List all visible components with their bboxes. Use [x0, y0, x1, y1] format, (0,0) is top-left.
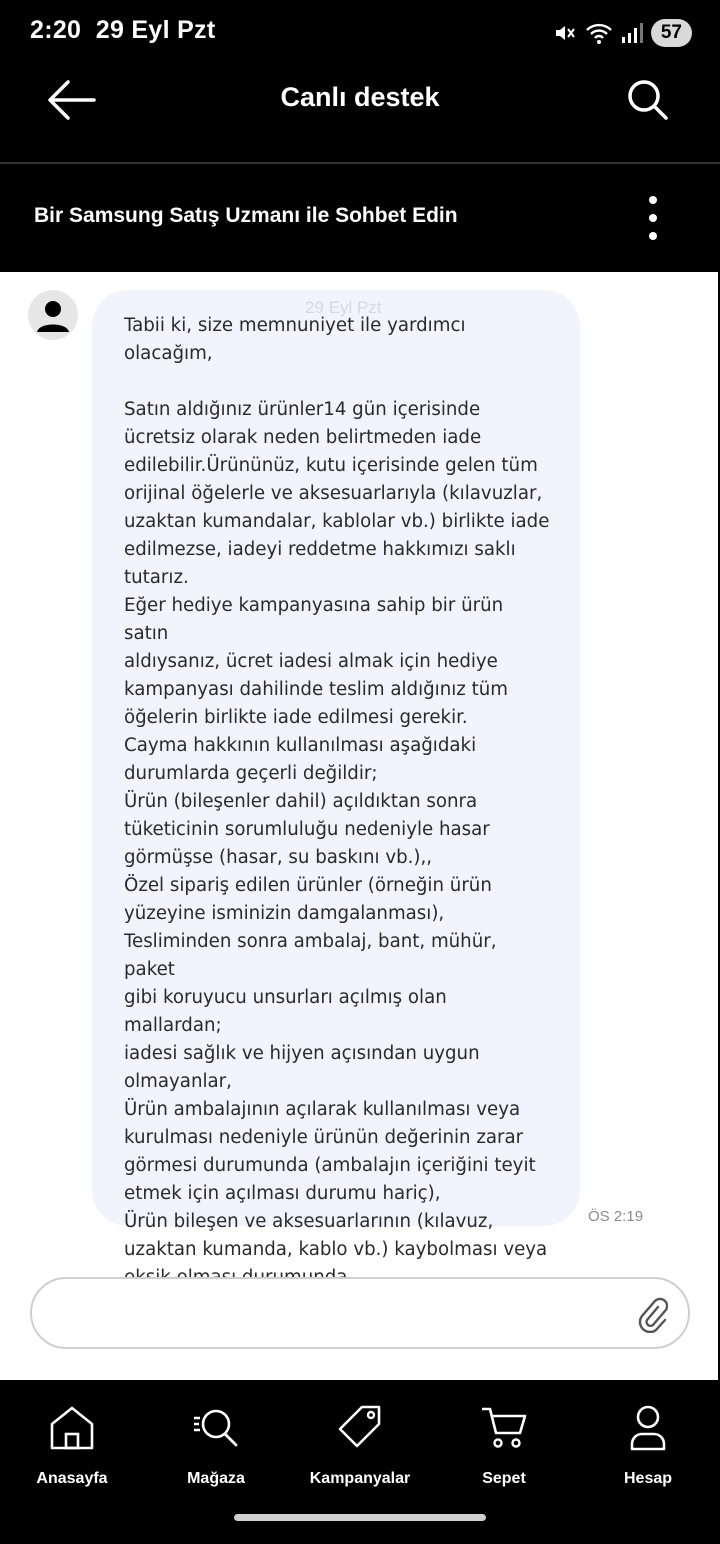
nav-label: Sepet: [482, 1470, 526, 1487]
home-indicator[interactable]: [234, 1514, 486, 1521]
mute-icon: [553, 21, 577, 45]
nav-label: Anasayfa: [36, 1470, 108, 1487]
status-bar: [0, 0, 720, 50]
cart-icon: [480, 1404, 528, 1452]
search-icon: [626, 78, 670, 122]
bottom-nav: [0, 1386, 720, 1544]
attach-button[interactable]: [636, 1297, 668, 1333]
search-button[interactable]: [626, 78, 670, 122]
account-icon: [624, 1404, 672, 1452]
message-text: Tabii ki, size memnuniyet ile yardımcı olacağım, Satın aldığınız ürünler14 gün içerisinde ücretsiz olarak neden belirtmeden iade edilebilir.Ürününüz, kutu içerisinde gelen tüm orijinal öğelerle ve aksesuarlarıyla (kılavuzlar, uzaktan kumandalar, kablolar vb.) birlikte iade edilmezse, iadeyi reddetme hakkımızı saklı tutarız. Eğer hediye kampanyasına sahip bir ürün satın aldıysanız, ücret iadesi almak için hediye kampanyası dahilinde teslim aldığınız tüm öğelerin birlikte iade edilmesi gerekir. Cayma hakkının kullanılması aşağıdaki durumlarda geçerli değildir; Ürün (bileşenler dahil) açıldıktan sonra tüketicinin sorumluluğu nedeniyle hasar görmüşse (hasar, su baskını vb.),, Özel sipariş edilen ürünler (örneğin ürün yüzeyine isminizin damgalanması), Tesliminden sonra ambalaj, bant, mühür, paket gibi koruyucu unsurları açılmış olan mallardan; iadesi sağlık ve hijyen açısından uygun olmayanlar, Ürün ambalajının açılarak kullanılması veya kurulması nedeniyle ürünün değerinin zarar görmesi durumunda (ambalajın içeriğini teyit etmek için açılması durumu hariç), Ürün bileşen ve aksesuarlarının (kılavuz, uzaktan kumanda, kablo vb.) kaybolması veya: [124, 315, 550, 1260]
chat-area[interactable]: [0, 272, 718, 1380]
status-time: 2:20 29 Eyl Pzt: [30, 16, 216, 44]
nav-label: Hesap: [623, 1470, 673, 1487]
home-icon: [48, 1404, 96, 1452]
wifi-icon: [585, 21, 613, 45]
date-chip: 29 Eyl Pzt: [305, 298, 382, 317]
message-time: ÖS 2:19: [588, 1208, 644, 1225]
message-input[interactable]: [30, 1277, 690, 1349]
more-vertical-icon: [649, 196, 657, 204]
nav-item-store[interactable]: [144, 1404, 288, 1488]
paperclip-icon: [636, 1297, 668, 1333]
nav-label: Mağaza: [187, 1470, 245, 1487]
avatar: [28, 290, 78, 340]
battery-icon: 57: [651, 19, 692, 47]
chat-header-title: Bir Samsung Satış Uzmanı ile Sohbet Edin: [34, 204, 458, 227]
signal-icon: [621, 21, 643, 45]
user-icon: [28, 290, 78, 340]
nav-item-home[interactable]: [0, 1404, 144, 1488]
more-options-button[interactable]: [638, 196, 668, 240]
chat-header: [0, 166, 720, 272]
app-bar: [0, 50, 720, 164]
nav-item-cart[interactable]: [432, 1404, 576, 1488]
status-date: 29 Eyl Pzt: [95, 16, 216, 44]
message-bubble[interactable]: [92, 290, 580, 1260]
tag-icon: [336, 1404, 384, 1452]
page-title: Canlı destek: [280, 82, 440, 112]
nav-item-campaigns[interactable]: [288, 1404, 432, 1488]
nav-label: Kampanyalar: [309, 1470, 411, 1487]
status-icons: [553, 18, 692, 48]
store-search-icon: [192, 1404, 240, 1452]
nav-item-account[interactable]: [576, 1404, 720, 1488]
